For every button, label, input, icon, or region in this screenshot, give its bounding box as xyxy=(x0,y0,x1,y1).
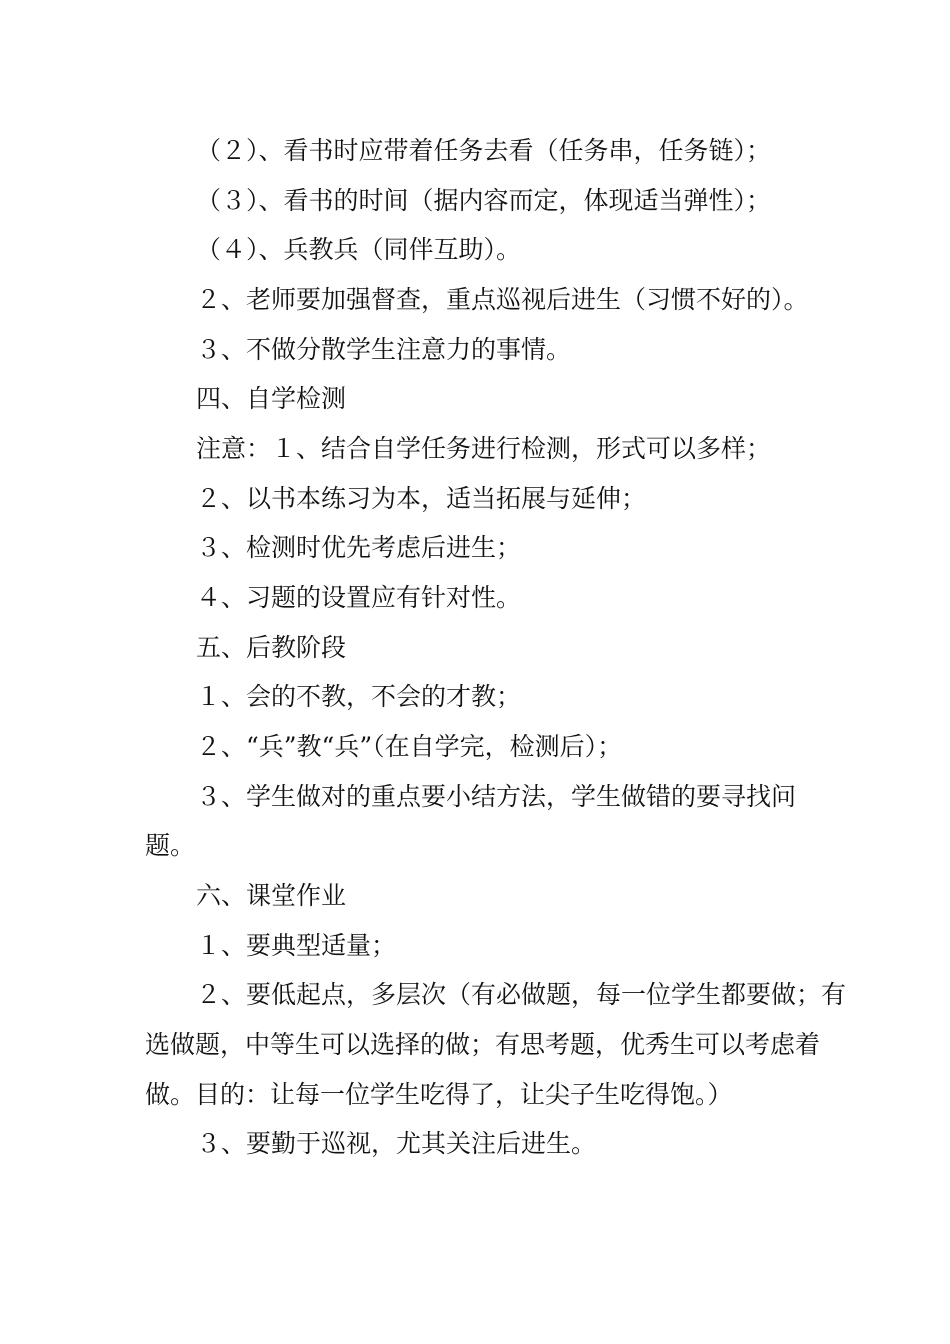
text-line: （４）、兵教兵（同伴互助）。 xyxy=(196,235,522,264)
section-heading: 四、自学检测 xyxy=(196,384,347,413)
text-line: ２、老师要加强督查，重点巡视后进生（习惯不好的）。 xyxy=(196,285,809,314)
text-line: （２）、看书时应带着任务去看（任务串，任务链）； xyxy=(196,136,772,165)
text-line: 题。 xyxy=(145,831,196,860)
text-line: ２、要低起点，多层次（有必做题，每一位学生都要做；有 xyxy=(196,980,847,1009)
text-line: ３、要勤于巡视，尤其关注后进生。 xyxy=(196,1129,597,1158)
text-line: ２、以书本练习为本，适当拓展与延伸； xyxy=(196,484,647,513)
section-heading: 五、后教阶段 xyxy=(196,633,347,662)
text-line: 做。目的：让每一位学生吃得了，让尖子生吃得饱。） xyxy=(145,1080,733,1109)
text-line: １、会的不教，不会的才教； xyxy=(196,682,522,711)
text-line: 注意：１、结合自学任务进行检测，形式可以多样； xyxy=(196,434,772,463)
text-line: １、要典型适量； xyxy=(196,931,397,960)
text-line: ３、检测时优先考虑后进生； xyxy=(196,533,522,562)
text-line: （３）、看书的时间（据内容而定，体现适当弹性）； xyxy=(196,186,772,215)
text-line: ３、不做分散学生注意力的事情。 xyxy=(196,335,572,364)
text-line: 选做题，中等生可以选择的做；有思考题，优秀生可以考虑着 xyxy=(145,1030,821,1059)
text-line: ２、“兵”教“兵”（在自学完，检测后）； xyxy=(196,732,623,761)
section-heading: 六、课堂作业 xyxy=(196,881,347,910)
text-line: ３、学生做对的重点要小结方法，学生做错的要寻找问 xyxy=(196,782,797,811)
text-line: ４、习题的设置应有针对性。 xyxy=(196,583,522,612)
